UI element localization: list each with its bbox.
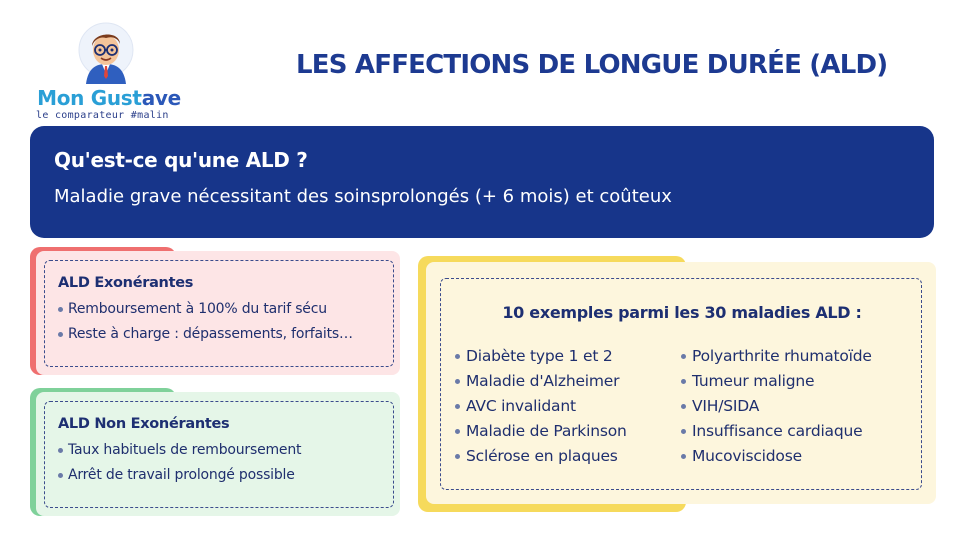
list-item: Reste à charge : dépassements, forfaits…: [58, 326, 393, 342]
list-item: Maladie d'Alzheimer: [455, 372, 627, 390]
examples-list-left: [455, 347, 627, 472]
card-heading: 10 exemples parmi les 30 maladies ALD :: [502, 303, 862, 322]
definition-question: Qu'est-ce qu'une ALD ?: [54, 148, 308, 172]
logo-tagline: le comparateur #malin: [36, 110, 169, 121]
card-content: [440, 278, 922, 490]
card-heading: ALD Non Exonérantes: [58, 416, 230, 432]
list-item: VIH/SIDA: [681, 397, 872, 415]
page-title: LES AFFECTIONS DE LONGUE DURÉE (ALD): [296, 50, 888, 80]
bullet-list: [58, 442, 393, 483]
logo-wordmark: Mon Gustave: [37, 86, 181, 110]
list-item: Remboursement à 100% du tarif sécu: [58, 301, 393, 317]
card-ald-non-exonerantes: [30, 388, 402, 518]
list-item: Taux habituels de remboursement: [58, 442, 393, 458]
list-item: Sclérose en plaques: [455, 447, 627, 465]
list-item: Diabète type 1 et 2: [455, 347, 627, 365]
card-ald-exonerantes: [30, 247, 402, 377]
list-item: Arrêt de travail prolongé possible: [58, 467, 393, 483]
card-content: [44, 401, 394, 508]
card-content: [44, 260, 394, 367]
list-item: Maladie de Parkinson: [455, 422, 627, 440]
list-item: Tumeur maligne: [681, 372, 872, 390]
list-item: Insuffisance cardiaque: [681, 422, 872, 440]
list-item: AVC invalidant: [455, 397, 627, 415]
mascot-icon: [78, 22, 134, 84]
list-item: Polyarthrite rhumatoïde: [681, 347, 872, 365]
bullet-list: [58, 301, 393, 342]
card-examples: [418, 256, 936, 512]
examples-list-right: [681, 347, 872, 472]
definition-answer: Maladie grave nécessitant des soinsprolongés (+ 6 mois) et coûteux: [54, 186, 672, 207]
card-heading: ALD Exonérantes: [58, 275, 194, 291]
list-item: Mucoviscidose: [681, 447, 872, 465]
brand-logo: [20, 14, 200, 121]
definition-banner: [30, 126, 934, 238]
